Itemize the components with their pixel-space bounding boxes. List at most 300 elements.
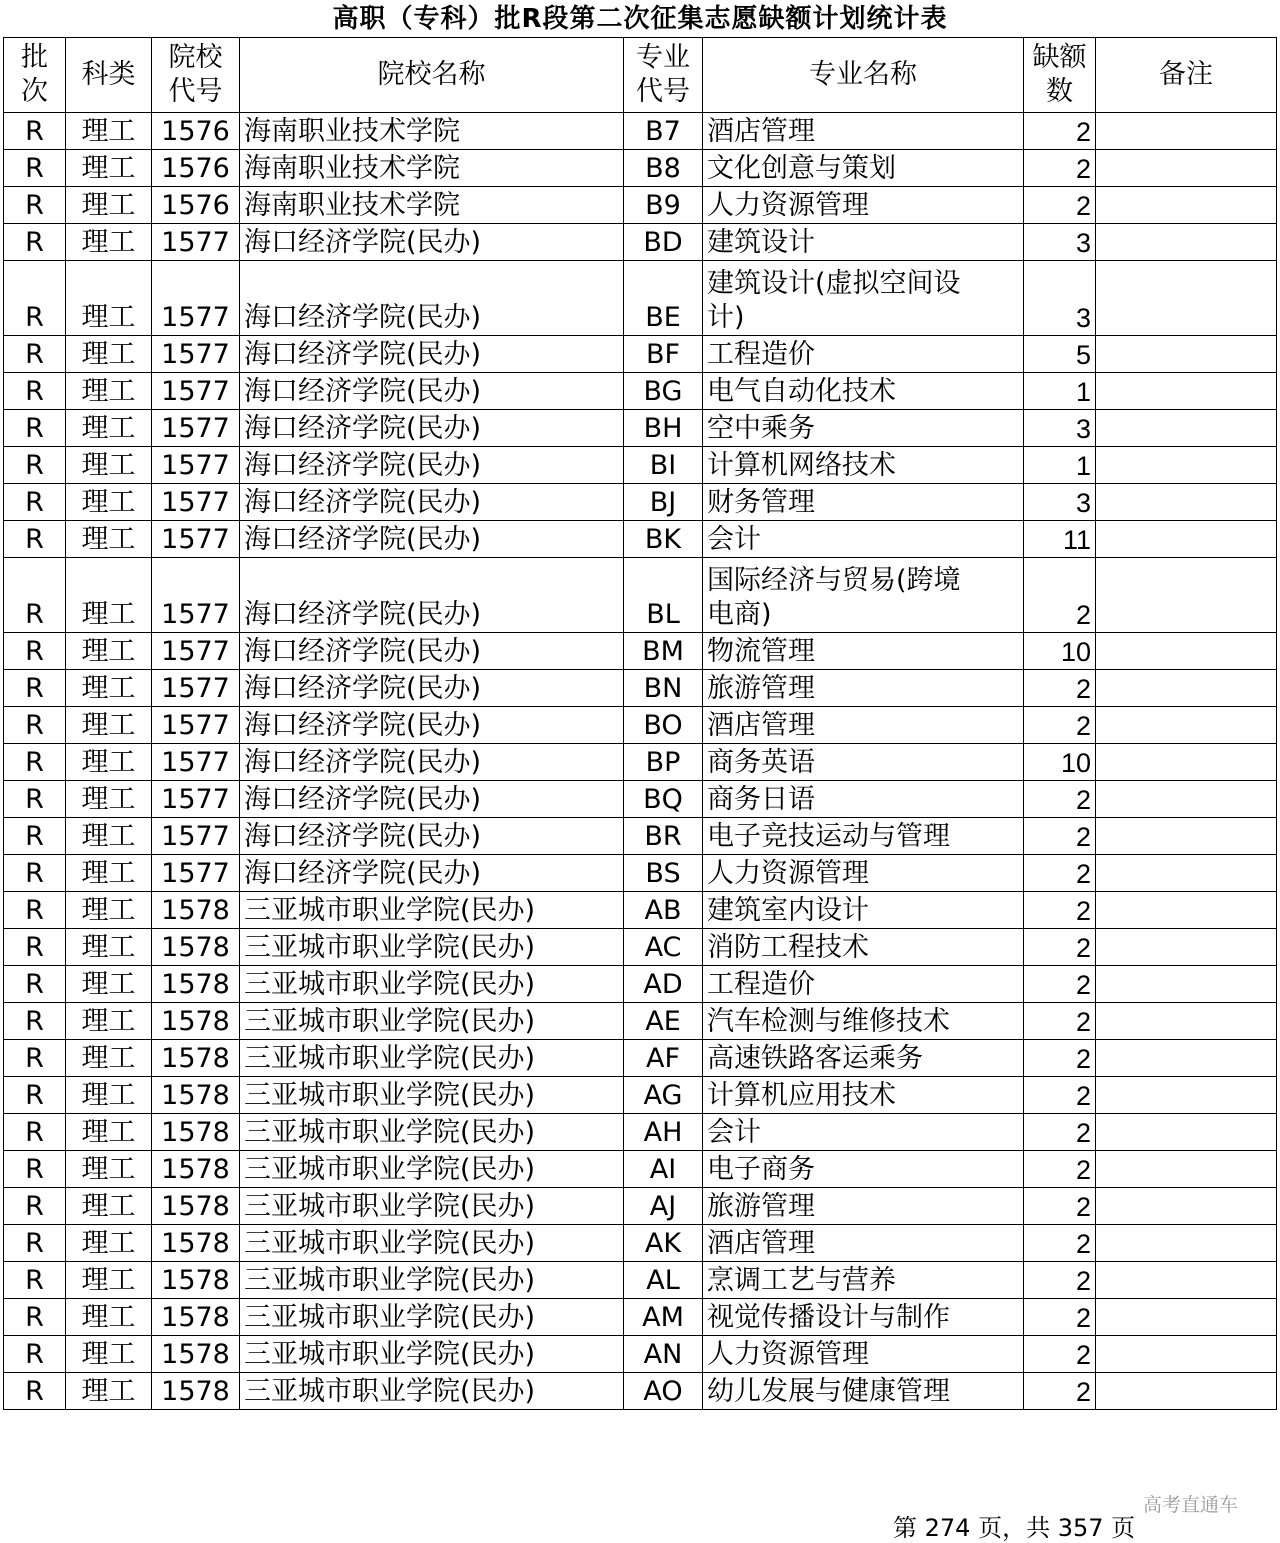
table-row (4, 1188, 1277, 1225)
cell-remark (1096, 707, 1277, 744)
cell-school-name: 三亚城市职业学院(民办) (240, 929, 624, 966)
cell-school-name: 海口经济学院(民办) (240, 818, 624, 855)
cell-batch: R (4, 558, 66, 633)
cell-category: 理工 (66, 410, 152, 447)
table-row (4, 1151, 1277, 1188)
cell-remark (1096, 1188, 1277, 1225)
table-row (4, 261, 1277, 336)
cell-remark (1096, 410, 1277, 447)
table-row (4, 150, 1277, 187)
cell-category: 理工 (66, 1114, 152, 1151)
cell-batch: R (4, 1373, 66, 1410)
cell-batch: R (4, 633, 66, 670)
cell-major-name: 工程造价 (703, 966, 1024, 1003)
table-row (4, 1373, 1277, 1410)
cell-batch: R (4, 744, 66, 781)
cell-batch: R (4, 892, 66, 929)
cell-school-name: 海口经济学院(民办) (240, 855, 624, 892)
cell-school-code: 1578 (152, 1299, 240, 1336)
cell-major-name (703, 261, 1024, 336)
cell-category: 理工 (66, 744, 152, 781)
cell-category: 理工 (66, 558, 152, 633)
cell-major-code: AL (624, 1262, 703, 1299)
cell-school-code: 1578 (152, 966, 240, 1003)
watermark: 高考直通车 (1143, 1494, 1239, 1516)
table-header-row (4, 38, 1277, 113)
cell-batch: R (4, 1151, 66, 1188)
cell-school-code: 1577 (152, 818, 240, 855)
cell-school-code: 1577 (152, 224, 240, 261)
cell-major-code: B7 (624, 113, 703, 150)
cell-major-name: 物流管理 (703, 633, 1024, 670)
cell-school-name: 三亚城市职业学院(民办) (240, 1299, 624, 1336)
cell-school-code: 1578 (152, 1188, 240, 1225)
cell-major-name: 烹调工艺与营养 (703, 1262, 1024, 1299)
cell-vacancy: 2 (1024, 1040, 1096, 1077)
table-row (4, 744, 1277, 781)
cell-major-name: 人力资源管理 (703, 855, 1024, 892)
cell-major-code: AB (624, 892, 703, 929)
cell-major-code: BN (624, 670, 703, 707)
cell-batch: R (4, 1188, 66, 1225)
cell-batch: R (4, 521, 66, 558)
table-row (4, 521, 1277, 558)
cell-batch: R (4, 966, 66, 1003)
table-row (4, 855, 1277, 892)
cell-major-code: BJ (624, 484, 703, 521)
cell-remark (1096, 521, 1277, 558)
cell-remark (1096, 484, 1277, 521)
cell-remark (1096, 781, 1277, 818)
header-major-name: 专业名称 (703, 38, 1024, 113)
cell-vacancy: 2 (1024, 1373, 1096, 1410)
table-row (4, 633, 1277, 670)
cell-batch: R (4, 410, 66, 447)
cell-major-name: 幼儿发展与健康管理 (703, 1373, 1024, 1410)
table-row (4, 484, 1277, 521)
cell-major-name: 汽车检测与维修技术 (703, 1003, 1024, 1040)
cell-remark (1096, 1151, 1277, 1188)
cell-major-name: 电气自动化技术 (703, 373, 1024, 410)
cell-school-code: 1577 (152, 447, 240, 484)
cell-batch: R (4, 336, 66, 373)
cell-school-code: 1577 (152, 855, 240, 892)
header-vacancy: 缺额 数 (1024, 38, 1096, 113)
cell-vacancy: 2 (1024, 1114, 1096, 1151)
cell-category: 理工 (66, 484, 152, 521)
cell-major-name: 建筑设计 (703, 224, 1024, 261)
cell-school-name: 三亚城市职业学院(民办) (240, 1373, 624, 1410)
cell-vacancy: 1 (1024, 447, 1096, 484)
cell-major-code: BH (624, 410, 703, 447)
table-row (4, 224, 1277, 261)
cell-school-name: 海口经济学院(民办) (240, 670, 624, 707)
cell-major-code: AC (624, 929, 703, 966)
cell-school-name: 三亚城市职业学院(民办) (240, 1336, 624, 1373)
cell-remark (1096, 1225, 1277, 1262)
cell-major-code: AM (624, 1299, 703, 1336)
cell-major-name: 人力资源管理 (703, 187, 1024, 224)
cell-category: 理工 (66, 187, 152, 224)
cell-school-name: 海口经济学院(民办) (240, 224, 624, 261)
table-row (4, 707, 1277, 744)
cell-batch: R (4, 1003, 66, 1040)
cell-category: 理工 (66, 373, 152, 410)
cell-major-name: 会计 (703, 1114, 1024, 1151)
cell-major-code: BR (624, 818, 703, 855)
cell-school-name: 三亚城市职业学院(民办) (240, 1114, 624, 1151)
cell-major-code: BS (624, 855, 703, 892)
cell-school-name: 海口经济学院(民办) (240, 781, 624, 818)
cell-remark (1096, 113, 1277, 150)
cell-school-name: 三亚城市职业学院(民办) (240, 1003, 624, 1040)
page-number: 第 274 页，共 357 页 (893, 1514, 1136, 1542)
cell-vacancy: 2 (1024, 892, 1096, 929)
cell-major-name: 视觉传播设计与制作 (703, 1299, 1024, 1336)
cell-category: 理工 (66, 1373, 152, 1410)
page-title: 高职（专科）批R段第二次征集志愿缺额计划统计表 (332, 4, 948, 34)
cell-remark (1096, 558, 1277, 633)
cell-category: 理工 (66, 1299, 152, 1336)
table-row (4, 1114, 1277, 1151)
cell-school-name: 海南职业技术学院 (240, 187, 624, 224)
cell-category: 理工 (66, 966, 152, 1003)
cell-vacancy: 2 (1024, 818, 1096, 855)
cell-school-name: 海口经济学院(民办) (240, 744, 624, 781)
cell-school-code: 1578 (152, 1151, 240, 1188)
cell-category: 理工 (66, 670, 152, 707)
cell-major-name: 财务管理 (703, 484, 1024, 521)
cell-school-code: 1576 (152, 187, 240, 224)
cell-school-code: 1577 (152, 670, 240, 707)
table-row (4, 336, 1277, 373)
cell-category: 理工 (66, 113, 152, 150)
cell-batch: R (4, 1299, 66, 1336)
cell-batch: R (4, 1225, 66, 1262)
cell-batch: R (4, 150, 66, 187)
cell-remark (1096, 818, 1277, 855)
cell-batch: R (4, 1040, 66, 1077)
cell-school-code: 1578 (152, 1114, 240, 1151)
cell-vacancy: 2 (1024, 113, 1096, 150)
cell-school-code: 1578 (152, 1336, 240, 1373)
cell-batch: R (4, 187, 66, 224)
cell-remark (1096, 1003, 1277, 1040)
table-row (4, 187, 1277, 224)
cell-school-name: 三亚城市职业学院(民办) (240, 1040, 624, 1077)
table-row (4, 113, 1277, 150)
cell-major-name: 电子商务 (703, 1151, 1024, 1188)
cell-school-name: 海口经济学院(民办) (240, 261, 624, 336)
cell-vacancy: 2 (1024, 1262, 1096, 1299)
cell-batch: R (4, 818, 66, 855)
cell-category: 理工 (66, 224, 152, 261)
cell-school-code: 1577 (152, 744, 240, 781)
cell-major-name: 消防工程技术 (703, 929, 1024, 966)
cell-batch: R (4, 707, 66, 744)
cell-batch: R (4, 1336, 66, 1373)
cell-school-code: 1576 (152, 113, 240, 150)
cell-school-code: 1578 (152, 1077, 240, 1114)
cell-school-name: 海口经济学院(民办) (240, 558, 624, 633)
cell-school-code: 1577 (152, 707, 240, 744)
cell-school-code: 1577 (152, 633, 240, 670)
cell-school-name: 海口经济学院(民办) (240, 521, 624, 558)
cell-remark (1096, 1262, 1277, 1299)
cell-vacancy: 11 (1024, 521, 1096, 558)
cell-major-name: 会计 (703, 521, 1024, 558)
cell-vacancy: 2 (1024, 187, 1096, 224)
cell-vacancy: 2 (1024, 966, 1096, 1003)
cell-major-code: B8 (624, 150, 703, 187)
cell-category: 理工 (66, 261, 152, 336)
cell-school-code: 1577 (152, 521, 240, 558)
cell-category: 理工 (66, 1151, 152, 1188)
cell-major-code: BG (624, 373, 703, 410)
cell-major-name: 商务英语 (703, 744, 1024, 781)
cell-vacancy: 3 (1024, 410, 1096, 447)
cell-vacancy: 3 (1024, 484, 1096, 521)
cell-vacancy: 2 (1024, 781, 1096, 818)
cell-school-name: 三亚城市职业学院(民办) (240, 1262, 624, 1299)
cell-vacancy: 2 (1024, 150, 1096, 187)
cell-school-name: 三亚城市职业学院(民办) (240, 1225, 624, 1262)
cell-major-name: 酒店管理 (703, 113, 1024, 150)
cell-vacancy: 10 (1024, 633, 1096, 670)
table-row (4, 966, 1277, 1003)
cell-school-name: 海口经济学院(民办) (240, 707, 624, 744)
vacancy-table (3, 37, 1277, 1410)
cell-batch: R (4, 224, 66, 261)
cell-school-code: 1578 (152, 1225, 240, 1262)
cell-major-name: 旅游管理 (703, 1188, 1024, 1225)
cell-remark (1096, 744, 1277, 781)
cell-category: 理工 (66, 1188, 152, 1225)
cell-category: 理工 (66, 929, 152, 966)
cell-category: 理工 (66, 1077, 152, 1114)
cell-remark (1096, 187, 1277, 224)
cell-category: 理工 (66, 892, 152, 929)
cell-remark (1096, 336, 1277, 373)
cell-major-name: 文化创意与策划 (703, 150, 1024, 187)
cell-category: 理工 (66, 633, 152, 670)
cell-major-code: AH (624, 1114, 703, 1151)
table-row (4, 818, 1277, 855)
cell-major-code: BO (624, 707, 703, 744)
header-school-name: 院校名称 (240, 38, 624, 113)
cell-vacancy: 2 (1024, 1336, 1096, 1373)
cell-school-code: 1577 (152, 484, 240, 521)
cell-school-code: 1577 (152, 336, 240, 373)
table-row (4, 929, 1277, 966)
cell-vacancy: 2 (1024, 1225, 1096, 1262)
cell-major-code: AI (624, 1151, 703, 1188)
major-name-line: 电商) (707, 599, 772, 630)
cell-school-code: 1577 (152, 261, 240, 336)
cell-major-code: BI (624, 447, 703, 484)
cell-category: 理工 (66, 447, 152, 484)
cell-school-code: 1577 (152, 558, 240, 633)
cell-vacancy: 3 (1024, 261, 1096, 336)
table-row (4, 781, 1277, 818)
cell-school-name: 海口经济学院(民办) (240, 484, 624, 521)
cell-school-name: 海南职业技术学院 (240, 113, 624, 150)
cell-major-name: 空中乘务 (703, 410, 1024, 447)
cell-vacancy: 10 (1024, 744, 1096, 781)
cell-major-code: B9 (624, 187, 703, 224)
cell-major-code: BQ (624, 781, 703, 818)
cell-vacancy: 2 (1024, 1003, 1096, 1040)
cell-major-name: 计算机网络技术 (703, 447, 1024, 484)
cell-school-code: 1577 (152, 781, 240, 818)
cell-batch: R (4, 929, 66, 966)
header-school-code: 院校 代号 (152, 38, 240, 113)
table-row (4, 892, 1277, 929)
cell-batch: R (4, 670, 66, 707)
cell-batch: R (4, 373, 66, 410)
cell-batch: R (4, 855, 66, 892)
cell-vacancy: 3 (1024, 224, 1096, 261)
cell-remark (1096, 1077, 1277, 1114)
cell-remark (1096, 1373, 1277, 1410)
cell-major-code: BM (624, 633, 703, 670)
cell-school-name: 海口经济学院(民办) (240, 447, 624, 484)
cell-remark (1096, 929, 1277, 966)
cell-school-code: 1576 (152, 150, 240, 187)
cell-remark (1096, 633, 1277, 670)
cell-batch: R (4, 1114, 66, 1151)
cell-major-code: AJ (624, 1188, 703, 1225)
cell-category: 理工 (66, 1040, 152, 1077)
cell-major-name: 高速铁路客运乘务 (703, 1040, 1024, 1077)
cell-school-name: 海南职业技术学院 (240, 150, 624, 187)
table-row (4, 1299, 1277, 1336)
table-row (4, 1003, 1277, 1040)
table-row (4, 558, 1277, 633)
cell-remark (1096, 892, 1277, 929)
cell-batch: R (4, 1077, 66, 1114)
cell-school-name: 三亚城市职业学院(民办) (240, 892, 624, 929)
header-remark: 备注 (1096, 38, 1277, 113)
major-name-line: 国际经济与贸易(跨境 (707, 565, 961, 596)
cell-major-code: BP (624, 744, 703, 781)
cell-major-name: 工程造价 (703, 336, 1024, 373)
cell-remark (1096, 1114, 1277, 1151)
cell-batch: R (4, 1262, 66, 1299)
cell-batch: R (4, 781, 66, 818)
cell-category: 理工 (66, 707, 152, 744)
cell-major-name: 电子竞技运动与管理 (703, 818, 1024, 855)
table-row (4, 1225, 1277, 1262)
cell-school-code: 1578 (152, 1373, 240, 1410)
cell-category: 理工 (66, 1003, 152, 1040)
cell-school-name: 海口经济学院(民办) (240, 633, 624, 670)
table-row (4, 1262, 1277, 1299)
cell-school-name: 三亚城市职业学院(民办) (240, 1151, 624, 1188)
cell-category: 理工 (66, 855, 152, 892)
header-major-code: 专业 代号 (624, 38, 703, 113)
cell-school-code: 1577 (152, 373, 240, 410)
cell-remark (1096, 966, 1277, 1003)
cell-major-code: AK (624, 1225, 703, 1262)
cell-school-name: 三亚城市职业学院(民办) (240, 1077, 624, 1114)
cell-major-code: AF (624, 1040, 703, 1077)
cell-major-code: AN (624, 1336, 703, 1373)
cell-major-code: AO (624, 1373, 703, 1410)
cell-major-code: BE (624, 261, 703, 336)
cell-remark (1096, 1336, 1277, 1373)
cell-school-name: 海口经济学院(民办) (240, 410, 624, 447)
cell-category: 理工 (66, 1262, 152, 1299)
cell-remark (1096, 447, 1277, 484)
cell-batch: R (4, 447, 66, 484)
cell-major-name: 酒店管理 (703, 707, 1024, 744)
table-row (4, 1040, 1277, 1077)
cell-major-name: 人力资源管理 (703, 1336, 1024, 1373)
cell-major-name: 建筑室内设计 (703, 892, 1024, 929)
cell-school-name: 海口经济学院(民办) (240, 373, 624, 410)
table-row (4, 670, 1277, 707)
cell-vacancy: 2 (1024, 929, 1096, 966)
cell-vacancy: 2 (1024, 1299, 1096, 1336)
header-category: 科类 (66, 38, 152, 113)
cell-school-name: 海口经济学院(民办) (240, 336, 624, 373)
cell-category: 理工 (66, 336, 152, 373)
cell-major-code: AG (624, 1077, 703, 1114)
cell-major-code: BF (624, 336, 703, 373)
cell-remark (1096, 855, 1277, 892)
cell-remark (1096, 1299, 1277, 1336)
cell-school-code: 1578 (152, 1040, 240, 1077)
table-row (4, 1077, 1277, 1114)
cell-batch: R (4, 261, 66, 336)
cell-vacancy: 2 (1024, 558, 1096, 633)
cell-school-name: 三亚城市职业学院(民办) (240, 966, 624, 1003)
cell-remark (1096, 1040, 1277, 1077)
cell-school-code: 1578 (152, 892, 240, 929)
cell-category: 理工 (66, 1336, 152, 1373)
cell-vacancy: 2 (1024, 1188, 1096, 1225)
cell-major-name: 计算机应用技术 (703, 1077, 1024, 1114)
major-name-line: 建筑设计(虚拟空间设 (707, 268, 961, 299)
cell-major-code: BK (624, 521, 703, 558)
cell-school-code: 1578 (152, 1262, 240, 1299)
table-row (4, 1336, 1277, 1373)
table-row (4, 373, 1277, 410)
cell-school-code: 1578 (152, 929, 240, 966)
cell-vacancy: 2 (1024, 1151, 1096, 1188)
cell-category: 理工 (66, 781, 152, 818)
cell-batch: R (4, 484, 66, 521)
major-name-line: 计) (707, 302, 745, 333)
cell-major-code: AD (624, 966, 703, 1003)
cell-category: 理工 (66, 521, 152, 558)
cell-vacancy: 2 (1024, 707, 1096, 744)
cell-remark (1096, 373, 1277, 410)
cell-major-code: BL (624, 558, 703, 633)
cell-major-name: 旅游管理 (703, 670, 1024, 707)
cell-school-name: 三亚城市职业学院(民办) (240, 1188, 624, 1225)
table-row (4, 447, 1277, 484)
cell-major-name: 酒店管理 (703, 1225, 1024, 1262)
cell-vacancy: 2 (1024, 670, 1096, 707)
header-batch: 批 次 (4, 38, 66, 113)
cell-major-name: 商务日语 (703, 781, 1024, 818)
cell-vacancy: 1 (1024, 373, 1096, 410)
cell-category: 理工 (66, 818, 152, 855)
cell-major-code: AE (624, 1003, 703, 1040)
cell-remark (1096, 261, 1277, 336)
